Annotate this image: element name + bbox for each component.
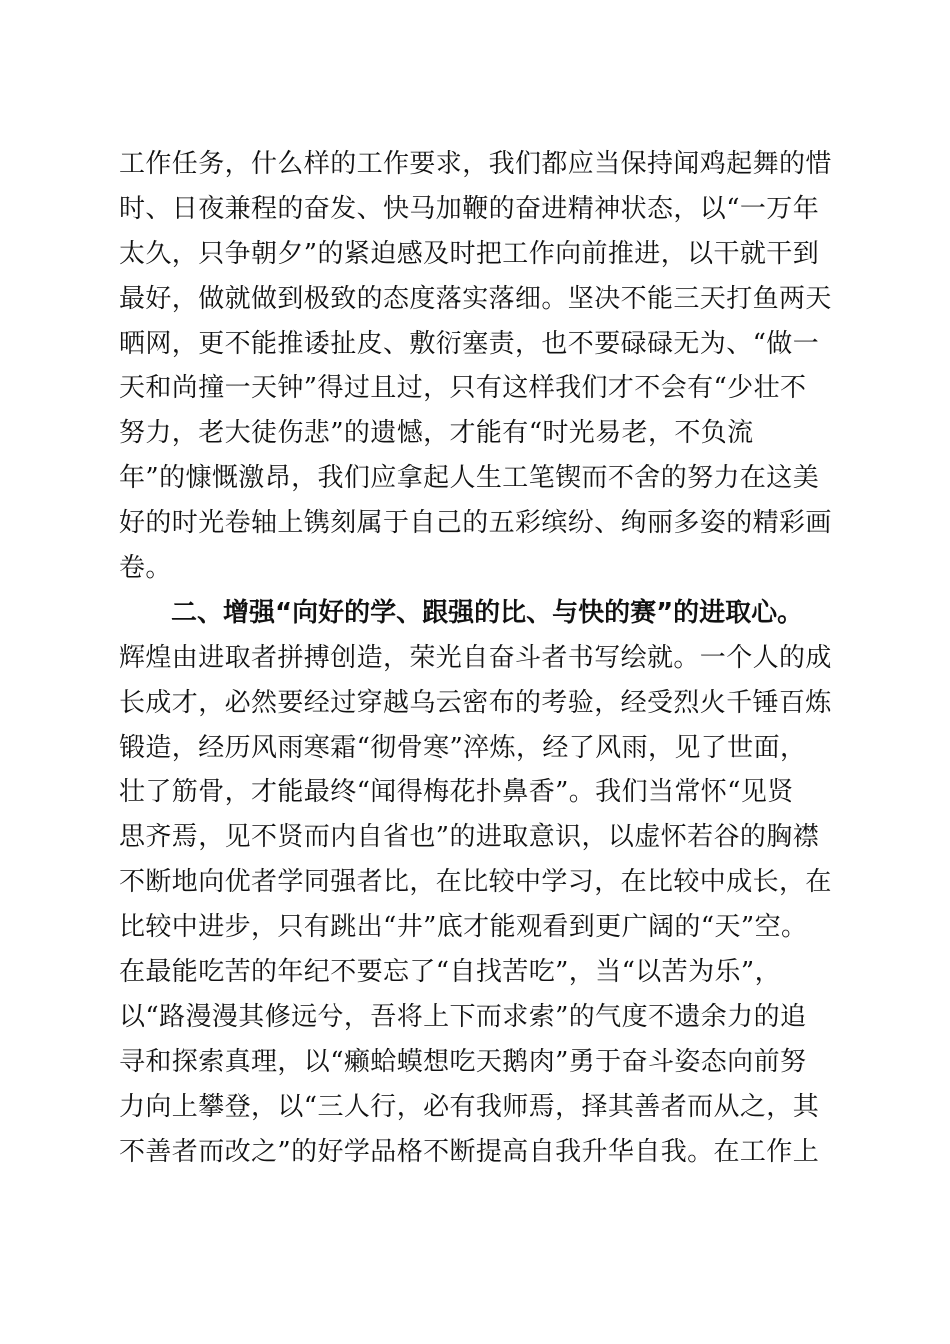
text-line: 辉煌由进取者拼搏创造，荣光自奋斗者书写绘就。一个人的成 — [119, 642, 832, 673]
document-body — [119, 142, 839, 1174]
text-line: 壮了筋骨，才能最终“闻得梅花扑鼻香”。我们当常怀“见贤 — [119, 777, 794, 808]
text-line: 晒网，更不能推诿扯皮、敷衍塞责，也不要碌碌无为、“做一 — [119, 328, 820, 359]
text-line: 年”的慷慨激昂，我们应拿起人生工笔锲而不舍的努力在这美 — [119, 463, 820, 494]
text-line: 以“路漫漫其修远兮，吾将上下而求索”的气度不遗余力的追 — [119, 1001, 807, 1032]
text-line: 寻和探索真理，以“癞蛤蟆想吃天鹅肉”勇于奋斗姿态向前努 — [119, 1046, 807, 1077]
text-line: 不善者而改之”的好学品格不断提高自我升华自我。在工作上 — [119, 1136, 820, 1167]
text-line: 卷。 — [119, 553, 172, 584]
text-line: 好的时光卷轴上镌刻属于自己的五彩缤纷、绚丽多姿的精彩画 — [119, 508, 832, 539]
text-line: 长成才，必然要经过穿越乌云密布的考验，经受烈火千锤百炼 — [119, 687, 832, 718]
text-line: 工作任务，什么样的工作要求，我们都应当保持闻鸡起舞的惜 — [119, 149, 832, 179]
text-line: 在最能吃苦的年纪不要忘了“自找苦吃”，当“以苦为乐”， — [119, 957, 781, 988]
text-line: 比较中进步，只有跳出“井”底才能观看到更广阔的“天”空。 — [119, 912, 808, 943]
text-line: 思齐焉，见不贤而内自省也”的进取意识，以虚怀若谷的胸襟 — [119, 822, 820, 853]
text-line: 锻造，经历风雨寒霜“彻骨寒”淬炼，经了风雨，见了世面， — [119, 732, 807, 763]
section-heading: 二、增强“向好的学、跟强的比、与快的赛”的进取心。 — [171, 597, 804, 628]
text-line: 力向上攀登，以“三人行，必有我师焉，择其善者而从之，其 — [119, 1091, 820, 1122]
text-line: 不断地向优者学同强者比，在比较中学习，在比较中成长，在 — [119, 867, 832, 898]
text-line: 天和尚撞一天钟”得过且过，只有这样我们才不会有“少壮不 — [119, 373, 807, 404]
text-line: 最好，做就做到极致的态度落实落细。坚决不能三天打鱼两天 — [119, 283, 832, 314]
text-line: 努力，老大徒伤悲”的遗憾，才能有“时光易老，不负流 — [119, 418, 754, 449]
text-line: 太久，只争朝夕”的紧迫感及时把工作向前推进，以干就干到 — [119, 238, 820, 269]
text-line: 时、日夜兼程的奋发、快马加鞭的奋进精神状态，以“一万年 — [119, 193, 820, 224]
